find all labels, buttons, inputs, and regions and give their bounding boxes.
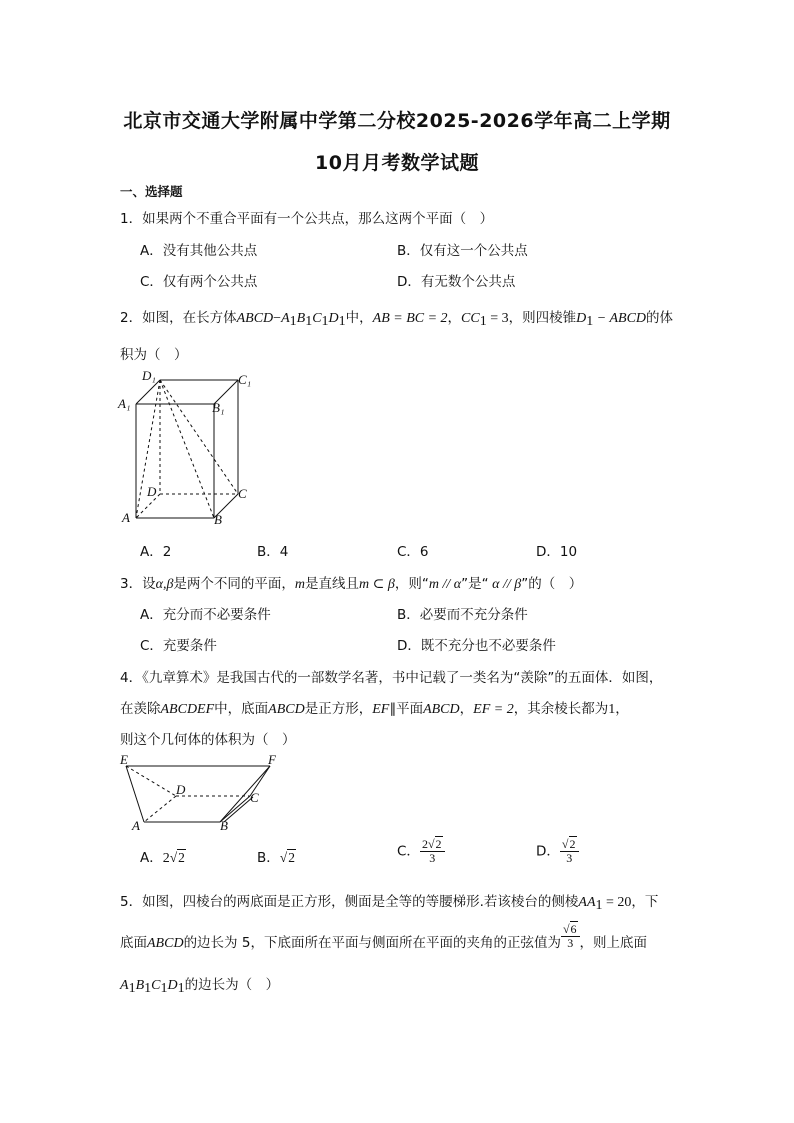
- q2-sub-cc1: 1: [479, 314, 487, 329]
- q5-stem-line2: [120, 921, 648, 952]
- q1-option-d: D．有无数个公共点: [397, 274, 516, 290]
- q4-eq-ef: EF = 2: [473, 702, 514, 717]
- q2-solid-head: ABCD: [236, 311, 274, 326]
- q2-text-3: ，: [447, 310, 462, 326]
- q4-option-b-letter: B．: [257, 850, 280, 866]
- q4-option-d-rad: 2: [569, 837, 576, 851]
- q5-sub-b1: 1: [144, 981, 152, 996]
- exam-title-line2: 10月月考数学试题: [315, 152, 479, 174]
- q2-label-a1: A₁: [118, 396, 131, 411]
- q2-option-b: B．4: [257, 544, 289, 560]
- q4-text-a: 在羡除: [120, 701, 161, 717]
- q4-text-m: ，: [615, 701, 629, 717]
- q2-text-5: 的体: [646, 310, 674, 326]
- q5-text-1d: ，下: [631, 894, 659, 910]
- q5-text-2d: ，则上底面: [579, 935, 648, 951]
- q4-label-a: A: [132, 818, 140, 833]
- q4-plane-name: ABCD: [423, 702, 460, 717]
- q5-edge-aa1: AA: [578, 895, 596, 910]
- q2-sub-d1: 1: [338, 314, 346, 329]
- q4-stem-line3: 则这个几何体的体积为（ ）: [120, 732, 296, 748]
- q4-option-b-rad: 2: [288, 850, 295, 865]
- q1-option-b: B．仅有这一个公共点: [397, 243, 528, 259]
- q5-sine-rad: 6: [570, 921, 577, 936]
- q4-stem-line1: 4．《九章算术》是我国古代的一部数学名著，书中记载了一类名为“羡除”的五面体．如图，: [120, 670, 663, 686]
- q4-stem-line2: [120, 697, 629, 718]
- section-heading: 一、选择题: [120, 184, 183, 199]
- q4-edge-ef: EF: [372, 702, 390, 717]
- q5-sine-frac: $\frac{√6}{3}$: [561, 923, 580, 950]
- q2-eq-ab-bc: AB = BC = 2: [372, 311, 448, 326]
- q2-label-c: C: [238, 486, 247, 501]
- q1-stem: 1．如果两个不重合平面有一个公共点，那么这两个平面（ ）: [120, 211, 494, 227]
- q4-option-a-sqrt: √2: [169, 850, 185, 865]
- q5-letter-d1: D: [167, 978, 178, 993]
- q5-sub-d1: 1: [177, 981, 185, 996]
- q5-stem-line3: [120, 973, 279, 997]
- q3-text-2: 是两个不同的平面，: [173, 576, 295, 592]
- q4-option-b: [257, 846, 296, 866]
- q4-option-d-letter: D．: [536, 843, 560, 860]
- q2-letter-c1: C: [312, 311, 322, 326]
- q3-text-3: 是直线且: [305, 576, 360, 592]
- q4-option-c-den: 3: [429, 851, 436, 865]
- q4-option-c: [397, 838, 445, 865]
- q2-option-c: C．6: [397, 544, 429, 560]
- q4-option-b-sqrt: √2: [279, 850, 295, 865]
- q3-option-b: B．必要而不充分条件: [397, 607, 528, 623]
- q2-sub-a1: 1: [289, 314, 297, 329]
- q2-stem-line2: 积为（ ）: [120, 347, 188, 363]
- q5-text-3e: 的边长为（ ）: [184, 977, 280, 993]
- q2-eq-cc1-post: = 3: [486, 311, 509, 326]
- q1-option-c: C．仅有两个公共点: [140, 274, 258, 290]
- q4-option-d: [536, 838, 579, 865]
- q2-text-2: 中，: [345, 310, 373, 326]
- q4-text-k: ，其余棱长都为: [513, 701, 609, 717]
- q5-sine-den: 3: [567, 935, 574, 950]
- q4-option-c-rad: 2: [435, 837, 442, 851]
- exam-title-line1: 北京市交通大学附属中学第二分校2025-2026学年高二上学期: [123, 110, 671, 132]
- q2-label-b1: B₁: [212, 400, 225, 415]
- q4-option-a-rad: 2: [178, 850, 185, 865]
- q2-label-b: B: [214, 512, 222, 527]
- q4-text-i: ，: [459, 701, 474, 717]
- q5-eq-aa1: = 20: [602, 895, 632, 910]
- q2-eq-cc1-pre: CC: [461, 311, 480, 326]
- q2-label-d1: D₁: [142, 368, 156, 383]
- q5-text-1a: 5．如图，四棱台的两底面是正方形，侧面是全等的等腰梯形.若该棱台的侧棱: [120, 894, 579, 910]
- q5-letter-b1: B: [135, 978, 145, 993]
- q3-text-6: ”的（ ）: [521, 576, 583, 592]
- q2-sub-b1: 1: [305, 314, 313, 329]
- q2-cuboid-figure: [118, 368, 268, 528]
- q4-option-d-frac: $\frac{√2}{3}$: [560, 838, 579, 865]
- q3-stem: [120, 572, 582, 593]
- q2-text-4: ，则四棱锥: [508, 310, 577, 326]
- q2-letter-b1: B: [296, 311, 306, 326]
- q4-option-c-letter: C．: [397, 843, 420, 860]
- q2-sub-pyr: 1: [586, 314, 594, 329]
- q2-solid-dash: −: [273, 311, 282, 326]
- q4-text-e: 是正方形，: [304, 701, 373, 717]
- q5-stem-line1: [120, 890, 658, 914]
- q4-solid-name: ABCDEF: [160, 702, 215, 717]
- q4-base-name: ABCD: [268, 702, 305, 717]
- q4-option-c-frac: $\frac{2√2}{3}$: [420, 838, 445, 865]
- q2-label-d: D: [147, 484, 157, 499]
- q4-option-d-den: 3: [566, 851, 573, 865]
- q2-label-a: A: [122, 510, 130, 525]
- q4-option-a: [140, 846, 186, 867]
- q2-pyr-post: − ABCD: [593, 311, 647, 326]
- q5-sub-c1: 1: [160, 981, 168, 996]
- q4-label-b: B: [220, 818, 228, 833]
- q5-letter-a1: A: [120, 978, 129, 993]
- q2-option-d: D．10: [536, 544, 578, 560]
- q3-cond-2: α // β: [488, 577, 522, 592]
- q2-letter-d1: D: [328, 311, 339, 326]
- q2-letter-a1: A: [281, 311, 290, 326]
- q4-label-c: C: [250, 790, 259, 805]
- q3-text-5: ”是“: [461, 576, 489, 592]
- q4-text-g: ∥平面: [389, 701, 424, 717]
- q4-edge-length: 1: [608, 702, 616, 717]
- q2-pyr-pre: D: [576, 311, 587, 326]
- q4-option-c-coef: 2: [421, 837, 428, 851]
- q2-text-1: 2．如图，在长方体: [120, 310, 237, 326]
- q3-text-1: 3．设: [120, 576, 156, 592]
- q3-condition: m ⊂ β: [359, 577, 395, 592]
- q3-line-m: m: [294, 577, 306, 592]
- q4-option-a-letter: A．: [140, 850, 163, 866]
- q4-label-e: E: [120, 752, 128, 767]
- q4-label-d: D: [176, 782, 186, 797]
- q3-option-a: A．充分而不必要条件: [140, 607, 271, 623]
- q5-text-2a: 底面: [120, 935, 147, 951]
- q4-text-c: 中，底面: [214, 701, 269, 717]
- q1-option-a: A．没有其他公共点: [140, 243, 258, 259]
- q5-base-name: ABCD: [147, 936, 184, 951]
- q4-option-a-coef: 2: [162, 851, 170, 866]
- q2-option-a: A．2: [140, 544, 172, 560]
- q2-stem-line1: [120, 306, 673, 330]
- q3-option-c: C．充要条件: [140, 638, 217, 654]
- q3-option-d: D．既不充分也不必要条件: [397, 638, 556, 654]
- q5-sub-aa1: 1: [595, 898, 603, 913]
- q2-label-c1: C₁: [238, 372, 252, 387]
- q4-label-f: F: [268, 752, 276, 767]
- q5-sub-a1: 1: [128, 981, 136, 996]
- q3-text-4: ，则“: [394, 576, 429, 592]
- q5-text-2c: 的边长为 5，下底面所在平面与侧面所在平面的夹角的正弦值为: [183, 935, 561, 951]
- q5-letter-c1: C: [151, 978, 161, 993]
- q3-alpha-beta: α,β: [155, 577, 174, 592]
- q4-xianchu-figure: [118, 752, 288, 832]
- q2-sub-c1: 1: [321, 314, 329, 329]
- q3-cond-1: m // α: [428, 577, 462, 592]
